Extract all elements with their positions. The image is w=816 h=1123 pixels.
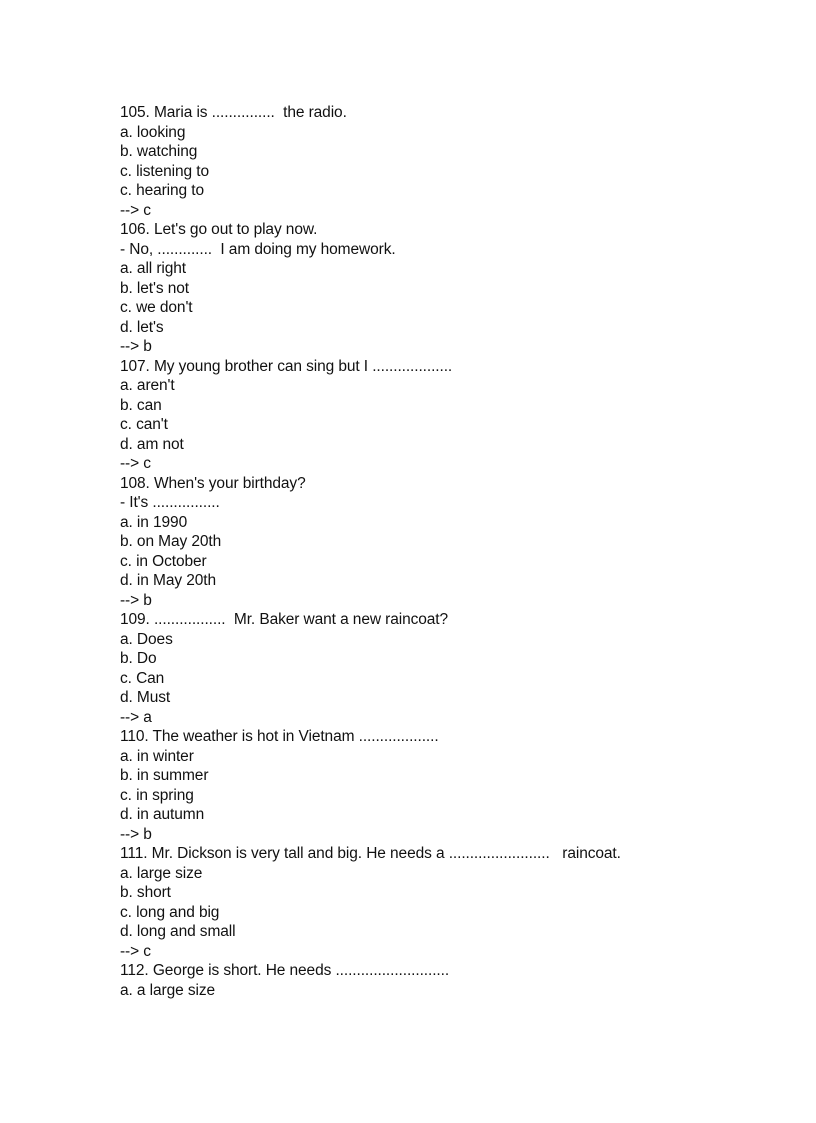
question-text: 105. Maria is ............... the radio. [120,104,347,121]
answer-option: a. looking [120,123,186,141]
question-block [120,357,760,474]
answer-option: a. aren't [120,377,175,394]
answer-option: b. in summer [120,767,209,784]
question-response-line: - It's ................ [120,494,220,511]
answer-option: c. can't [120,416,168,433]
question-text: 109. ................. Mr. Baker want a new raincoat? [120,611,449,628]
answer-option: b. let's not [120,279,189,297]
question-block [120,103,760,220]
answer-key: --> c [120,201,151,219]
question-block [120,844,760,961]
answer-option: a. all right [120,260,186,277]
answer-key: --> a [120,708,152,726]
question-text: 106. Let's go out to play now. [120,221,318,238]
question-text: 111. Mr. Dickson is very tall and big. He needs a ........................ raincoat. [120,845,621,862]
answer-option: a. large size [120,864,203,882]
answer-option: c. Can [120,669,165,687]
answer-option: c. listening to [120,162,209,180]
question-text: 108. When's your birthday? [120,474,306,492]
answer-option: b. watching [120,143,198,160]
question-list [120,103,760,1000]
answer-option: d. am not [120,435,184,453]
question-block [120,727,760,844]
answer-option: d. long and small [120,923,236,940]
answer-key: --> b [120,338,152,355]
answer-option: a. Does [120,630,173,648]
answer-key: --> b [120,591,152,609]
answer-option: d. in May 20th [120,572,216,589]
question-text: 112. George is short. He needs ........................... [120,962,450,979]
question-block [120,961,760,1000]
answer-option: b. can [120,396,162,414]
question-text: 107. My young brother can sing but I ................... [120,357,453,375]
answer-option: d. let's [120,318,164,336]
answer-option: c. hearing to [120,182,205,199]
answer-option: b. short [120,884,171,901]
answer-option: d. in autumn [120,806,205,823]
answer-option: a. in 1990 [120,513,188,531]
answer-option: c. in spring [120,786,194,804]
answer-option: d. Must [120,689,171,706]
answer-key: --> c [120,455,151,472]
answer-option: b. on May 20th [120,533,222,550]
question-block [120,220,760,357]
answer-option: c. in October [120,552,207,570]
answer-option: a. a large size [120,981,215,999]
question-block [120,474,760,611]
question-response-line: - No, ............. I am doing my homework. [120,240,396,258]
question-block [120,610,760,727]
answer-option: a. in winter [120,747,194,765]
answer-key: --> b [120,825,152,843]
answer-option: b. Do [120,650,157,667]
answer-option: c. we don't [120,299,193,316]
question-text: 110. The weather is hot in Vietnam ................... [120,728,439,745]
answer-option: c. long and big [120,903,220,921]
answer-key: --> c [120,942,151,960]
